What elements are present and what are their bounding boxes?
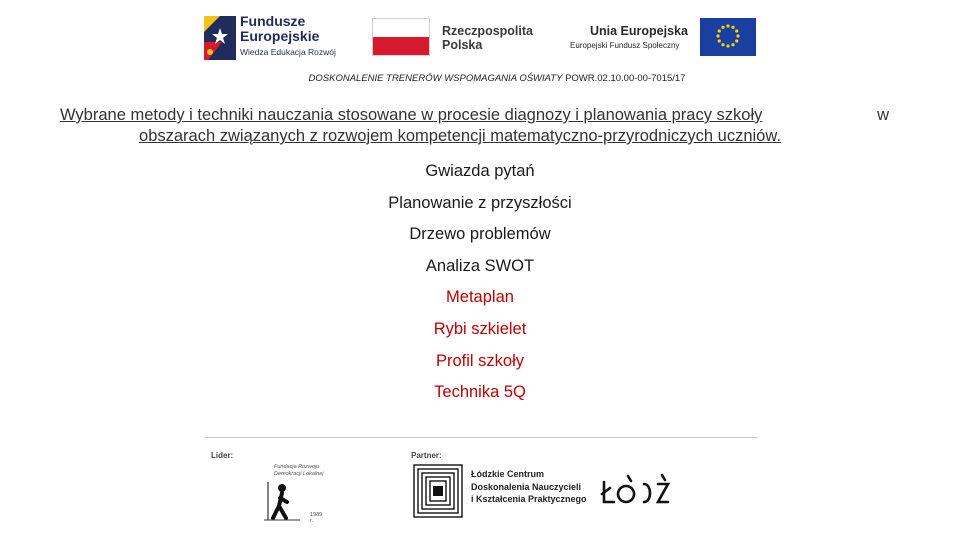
method-item: Metaplan [446, 288, 514, 307]
project-reference [0, 73, 960, 84]
method-item: Analiza SWOT [425, 256, 535, 275]
ldc-logo [412, 463, 587, 521]
title-line-2: obszarach związanych z rozwojem kompetencji matematyczno-przyrodniczych uczniów. [139, 127, 781, 145]
method-item: Planowanie z przyszłości [388, 193, 572, 212]
funds-logo-subtitle: Wiedza Edukacja Rozwój [240, 47, 336, 57]
funds-logo-line1: Fundusze [240, 13, 306, 29]
lider-logo-text-2: Demokracji Lokalnej [274, 471, 324, 477]
ldc-square-icon [412, 463, 464, 519]
poland-logo-line1: Rzeczpospolita [442, 24, 533, 38]
ldc-logo-line1: Łódzkie Centrum [471, 469, 545, 479]
fundusze-europejskie-logo [200, 12, 345, 62]
lider-logo-text-1: Fundacja Rozwoju [274, 464, 320, 470]
method-item: Technika 5Q [434, 383, 526, 402]
lider-label: Lider: [211, 451, 234, 460]
title-line-1: Wybrane metody i techniki nauczania stosowane w procesie diagnozy i planowania pracy szkoły [60, 106, 763, 124]
eu-flag-icon [700, 18, 756, 56]
ldc-logo-line2: Doskonalenia Nauczycieli [471, 481, 582, 492]
polish-flag-icon [372, 18, 430, 56]
footer-divider [205, 437, 757, 438]
ldc-logo-line3: i Kształcenia Praktycznego [471, 494, 587, 504]
poland-logo-line2: Polska [442, 38, 483, 52]
page-title [60, 105, 900, 147]
method-item: Gwiazda pytań [425, 162, 535, 180]
funds-logo-line2: Europejskie [240, 28, 320, 44]
lider-logo [262, 464, 324, 524]
title-line-1-tail: w [877, 106, 889, 124]
method-item: Rybi szkielet [433, 319, 527, 338]
eu-logo-subtitle: Europejski Fundusz Społeczny [570, 41, 680, 50]
partner-label: Partner: [411, 451, 442, 460]
project-name: DOSKONALENIE TRENERÓW WSPOMAGANIA OŚWIATY [308, 73, 563, 84]
methods-list [280, 157, 680, 410]
walking-figure-icon [262, 478, 302, 522]
method-item: Drzewo problemów [409, 225, 551, 244]
eu-logo-title: Unia Europejska [590, 24, 688, 38]
project-code: POWR.02.10.00-00-7015/17 [565, 73, 686, 84]
unia-europejska-logo [570, 18, 760, 58]
rzeczpospolita-logo [372, 18, 542, 58]
method-item: Profil szkoły [435, 351, 525, 370]
fundusze-star-icon [200, 12, 238, 62]
lider-logo-year: 1989 r. [310, 512, 323, 524]
lodz-city-logo-icon [600, 472, 672, 508]
